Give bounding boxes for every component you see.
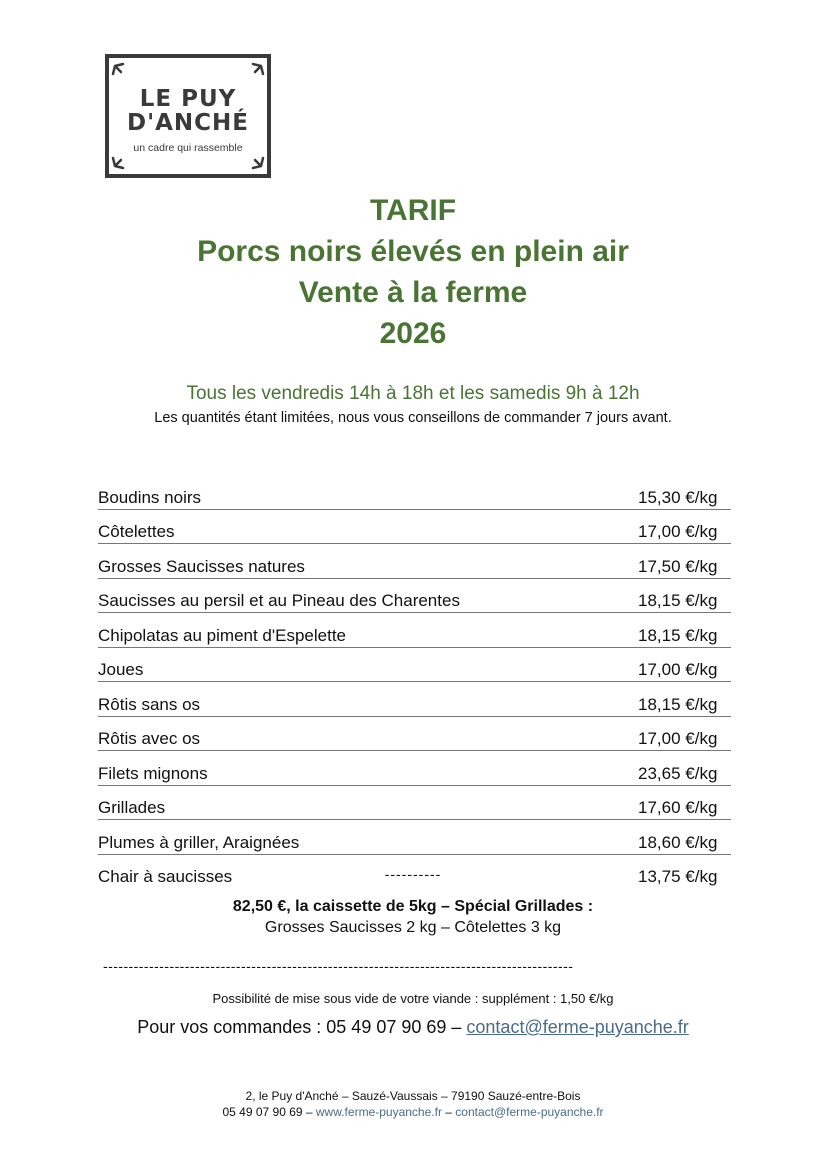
footer-email-link[interactable]: contact@ferme-puyanche.fr xyxy=(455,1105,604,1119)
footer-phone: 05 49 07 90 69 – xyxy=(222,1105,316,1119)
product-price: 18,15 €/kg xyxy=(638,591,718,610)
product-name: Grosses Saucisses natures xyxy=(98,556,305,576)
product-price: 17,00 €/kg xyxy=(638,522,718,541)
product-price: 13,75 €/kg xyxy=(638,867,718,886)
opening-hours: Tous les vendredis 14h à 18h et les samedis 9h à 12h xyxy=(186,383,640,404)
title-year: 2026 xyxy=(379,317,447,350)
price-row xyxy=(98,510,731,545)
product-price: 17,60 €/kg xyxy=(638,798,718,817)
logo-tagline: un cadre qui rassemble xyxy=(133,142,243,154)
title-sale: Vente à la ferme xyxy=(298,276,528,309)
product-name: Filets mignons xyxy=(98,763,208,783)
product-name: Chipolatas au piment d'Espelette xyxy=(98,625,347,645)
product-price: 15,30 €/kg xyxy=(638,487,718,507)
product-price: 17,00 €/kg xyxy=(638,660,718,679)
footer-address: 2, le Puy d'Anché – Sauzé-Vaussais – 79190 Sauzé-entre-Bois xyxy=(245,1089,581,1103)
price-row xyxy=(98,682,731,717)
product-price: 18,15 €/kg xyxy=(638,625,718,645)
special-offer-detail: Grosses Saucisses 2 kg – Côtelettes 3 kg xyxy=(264,919,562,936)
long-separator: -------------------------------------------------------------------------------------------- xyxy=(103,958,574,974)
product-name: Joues xyxy=(98,660,144,679)
product-name: Boudins noirs xyxy=(98,487,202,507)
product-price: 17,00 €/kg xyxy=(638,729,718,748)
order-advice: Les quantités étant limitées, nous vous conseillons de commander 7 jours avant. xyxy=(154,410,672,426)
order-contact xyxy=(0,1017,826,1038)
price-row xyxy=(98,579,731,614)
price-row xyxy=(98,475,731,510)
product-price: 18,60 €/kg xyxy=(638,832,718,852)
price-row xyxy=(98,751,731,786)
logo-line-1: LE PUY xyxy=(139,86,237,112)
price-row xyxy=(98,820,731,855)
product-name: Côtelettes xyxy=(98,522,175,541)
vacuum-pack-note: Possibilité de mise sous vide de votre viande : supplément : 1,50 €/kg xyxy=(212,991,614,1006)
title-tarif: TARIF xyxy=(369,194,457,227)
product-price: 18,15 €/kg xyxy=(638,694,718,714)
price-row xyxy=(98,613,731,648)
order-phone-text: Pour vos commandes : 05 49 07 90 69 – xyxy=(137,1017,467,1037)
title-product: Porcs noirs élevés en plein air xyxy=(197,235,629,268)
product-price: 23,65 €/kg xyxy=(638,763,718,783)
product-name: Rôtis avec os xyxy=(98,729,201,748)
footer-contact xyxy=(0,1105,826,1119)
footer-separator: – xyxy=(441,1105,456,1119)
price-list xyxy=(98,475,731,888)
short-separator: ---------- xyxy=(384,866,442,882)
page-title xyxy=(0,190,826,354)
product-name: Plumes à griller, Araignées xyxy=(98,832,300,852)
product-name: Grillades xyxy=(98,798,166,817)
logo xyxy=(105,54,271,178)
product-price: 17,50 €/kg xyxy=(638,556,718,576)
price-row xyxy=(98,648,731,683)
special-offer-title: 82,50 €, la caissette de 5kg – Spécial Grillades : xyxy=(232,898,594,915)
logo-line-2: D'ANCHÉ xyxy=(126,110,250,136)
product-name: Rôtis sans os xyxy=(98,694,201,714)
price-row xyxy=(98,717,731,752)
price-row xyxy=(98,544,731,579)
price-row xyxy=(98,786,731,821)
order-email-link[interactable]: contact@ferme-puyanche.fr xyxy=(466,1017,689,1037)
product-name: Saucisses au persil et au Pineau des Charentes xyxy=(98,591,460,610)
product-name: Chair à saucisses xyxy=(98,867,233,886)
footer-website-link[interactable]: www.ferme-puyanche.fr xyxy=(315,1105,442,1119)
